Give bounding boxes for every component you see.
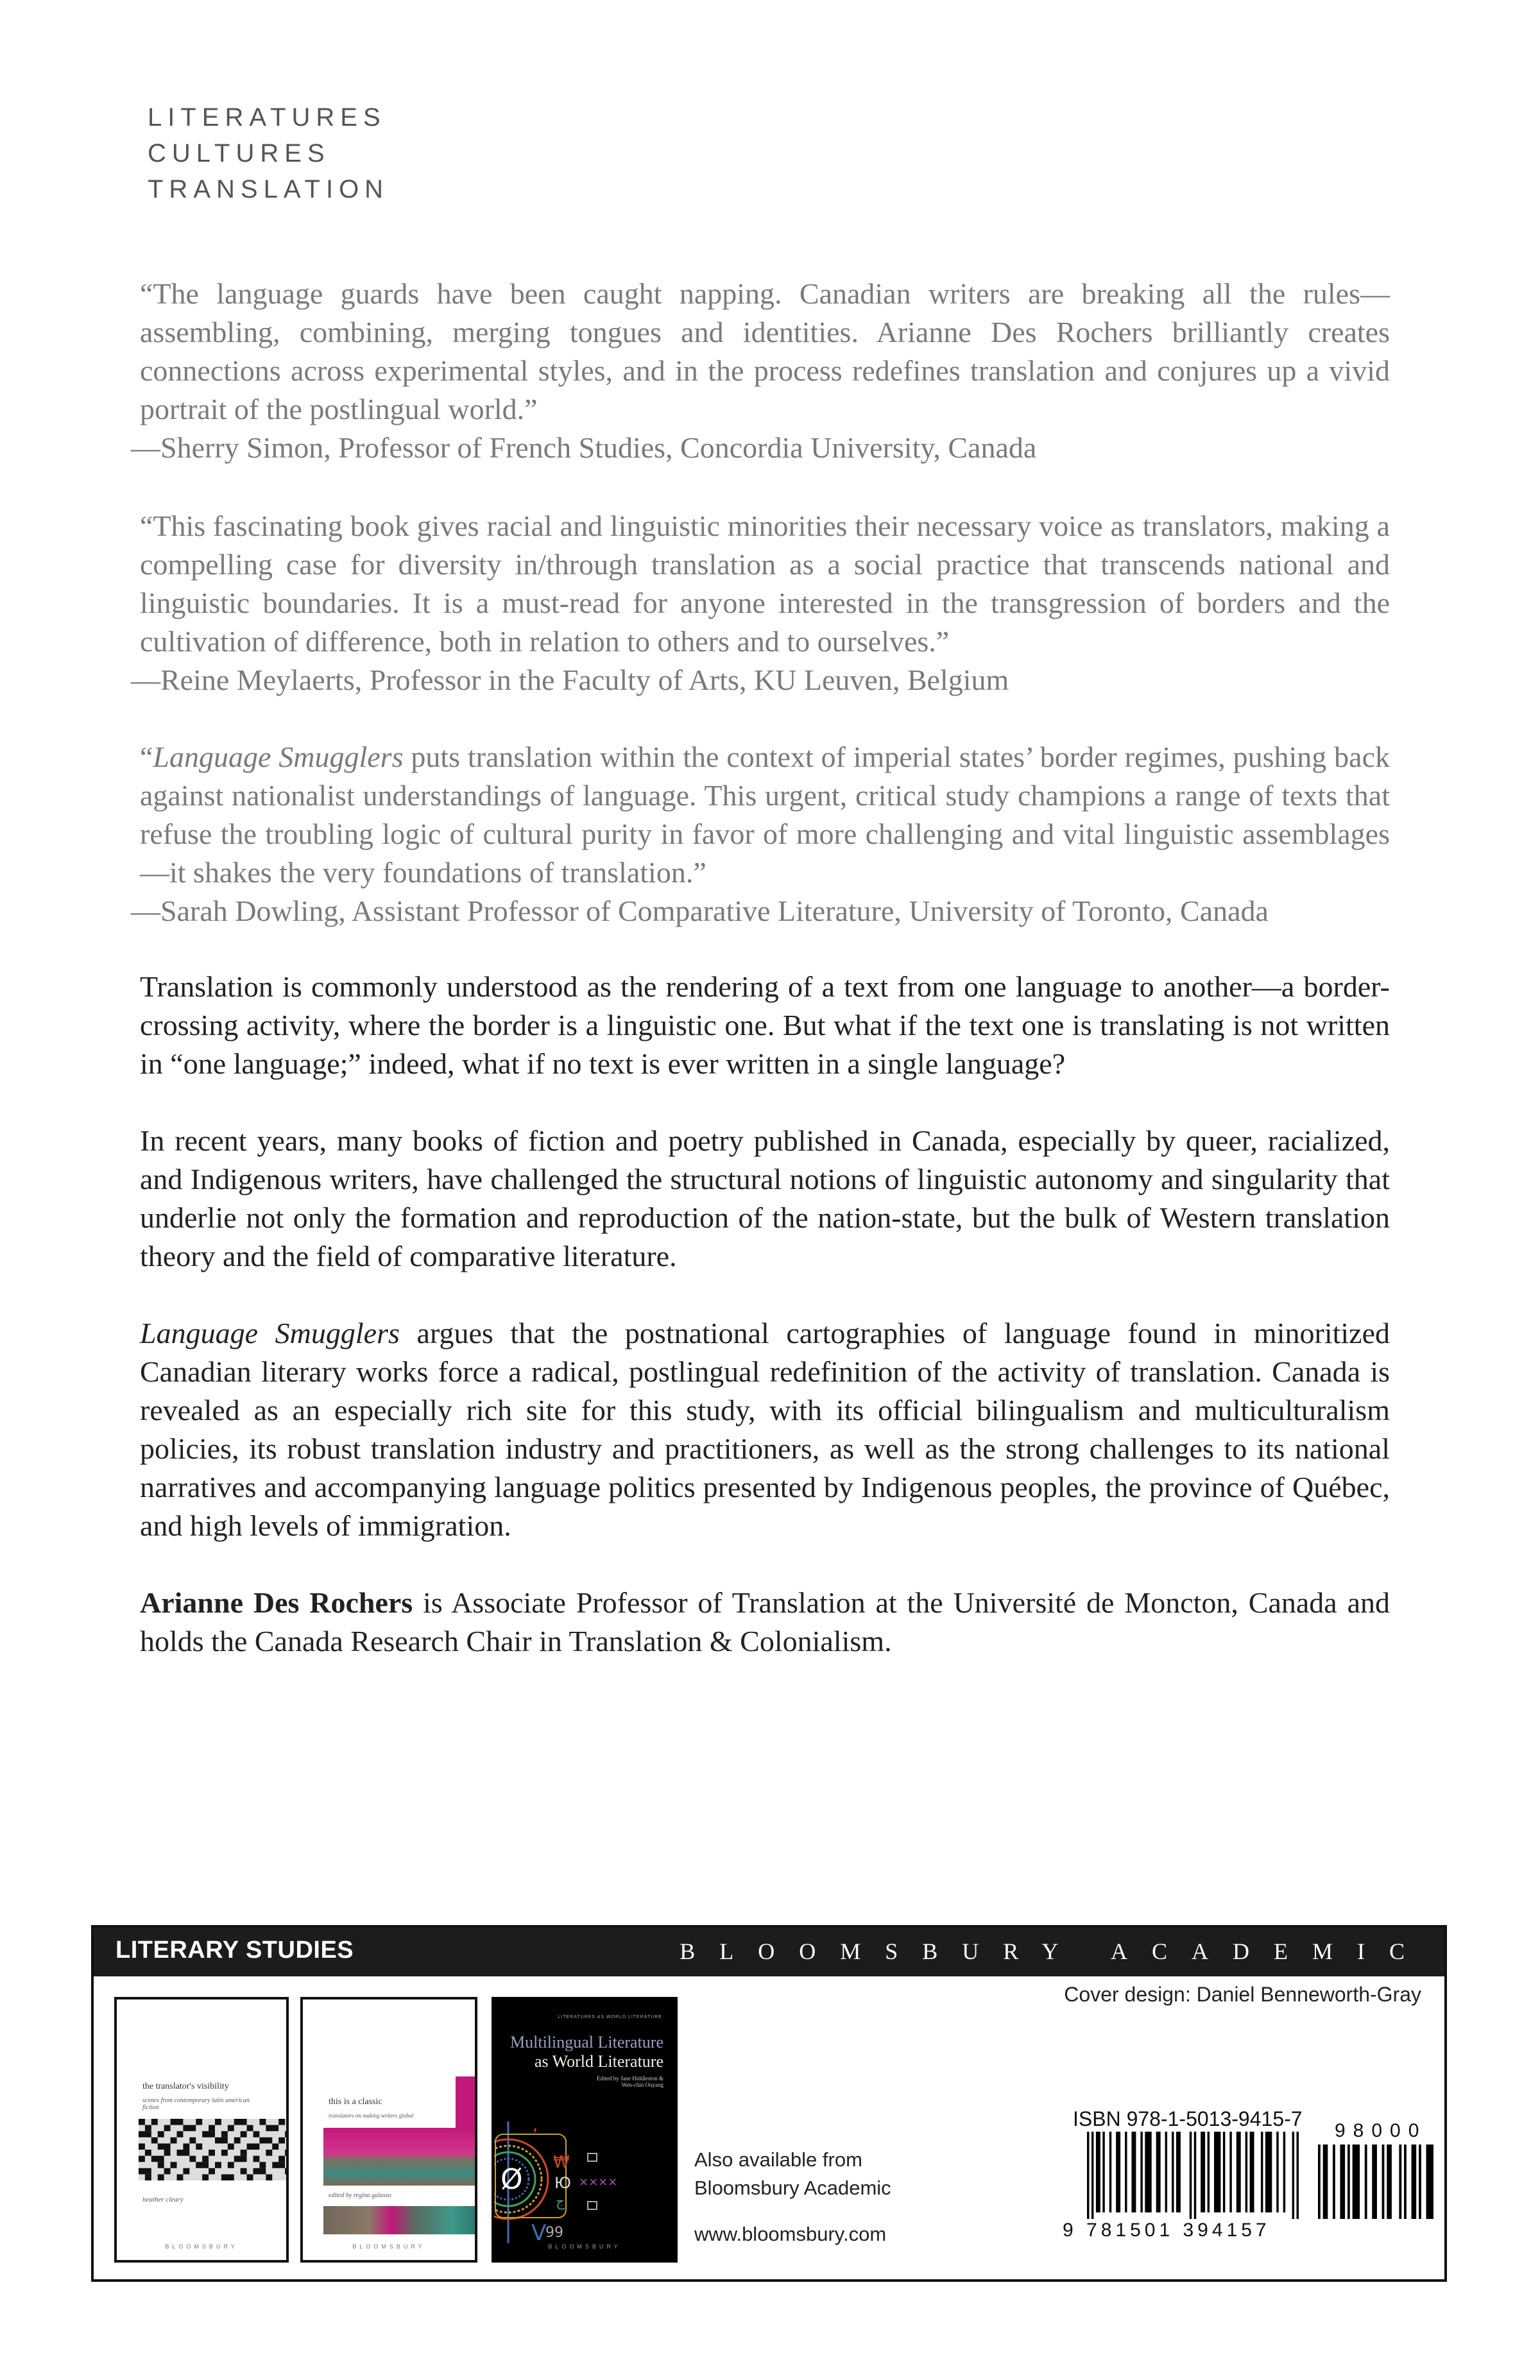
also-available-line2: Bloomsbury Academic xyxy=(694,2177,891,2199)
book-author: heather cleary xyxy=(142,2196,184,2204)
symbol-art xyxy=(494,2109,678,2250)
description-paragraph-1 xyxy=(140,968,1390,1083)
svg-text:99: 99 xyxy=(545,2225,563,2241)
svg-text:Ю: Ю xyxy=(554,2174,571,2192)
svg-text:Ø: Ø xyxy=(501,2163,523,2196)
book-title-italic: Language Smugglers xyxy=(140,1317,400,1349)
endorsement-quote: “This fascinating book gives racial and linguistic minorities their necessary voice as translators, making a compelling case for diversity in/through translation as a social practice that transcends national and linguistic boundaries. It is a must-read for anyone interested in the transgression of borders and the cultivation of difference, both in relation to others and to ourselves.” xyxy=(140,509,1390,658)
description-paragraph-3 xyxy=(140,1314,1390,1545)
svg-text:ج: ج xyxy=(556,2194,565,2210)
book-title: this is a classic xyxy=(329,2097,382,2107)
endorsement-attribution: —Sarah Dowling, Assistant Professor of Comparative Literature, University of Toronto, Canada xyxy=(131,895,1269,927)
book-series: LITERATURES AS WORLD LITERATURE xyxy=(558,2015,662,2019)
series-line-cultures: CULTURES xyxy=(148,139,330,167)
category-label: LITERARY STUDIES xyxy=(116,1937,354,1964)
quote-text: puts translation within the context of imperial states’ border regimes, pushing back against nationalist understandings of language. This urgent, critical study champions a range of texts that refuse the troubling logic of cultural purity in favor of more challenging and vital linguistic assemblages—it shakes the very foundations of translation.” xyxy=(140,741,1390,889)
description-text xyxy=(140,1314,1390,1545)
website-link[interactable]: www.bloomsbury.com xyxy=(694,2223,887,2245)
svg-text:₩: ₩ xyxy=(553,2153,570,2172)
author-bio xyxy=(140,1584,1390,1661)
barcode-addon xyxy=(1318,2145,1433,2219)
barcode-ean13 xyxy=(1087,2132,1299,2219)
endorsement-attribution: —Reine Meylaerts, Professor in the Faculty of Arts, KU Leuven, Belgium xyxy=(131,663,1009,696)
book-cover-this-is-a-classic[interactable] xyxy=(300,1997,477,2263)
book-cover-multilingual-literature[interactable] xyxy=(492,1997,678,2263)
book-subtitle: translators on making writers global xyxy=(329,2112,414,2119)
book-imprint: BLOOMSBURY xyxy=(165,2243,238,2250)
svg-text:,: , xyxy=(533,2116,538,2135)
cover-design-credit: Cover design: Daniel Benneworth-Gray xyxy=(1064,1983,1421,2006)
description-text: In recent years, many books of fiction and poetry published in Canada, especially by queer, racialized, and Indigenous writers, have challenged the structural notions of linguistic autonomy and singularity that underlie not only the formation and reproduction of the nation-state, but the bulk of Western translation theory and the field of comparative literature. xyxy=(140,1124,1390,1272)
svg-text:××××: ×××× xyxy=(579,2175,618,2189)
author-bio-rest: is Associate Professor of Translation at the Université de Moncton, Canada and holds the Canada Research Chair in Translation & Colonialism. xyxy=(140,1586,1390,1657)
also-available-block xyxy=(694,2146,891,2248)
book-title-italic: Language Smugglers xyxy=(153,741,404,773)
publisher-bar xyxy=(94,1928,1444,1976)
endorsement-attribution: —Sherry Simon, Professor of French Studies, Concordia University, Canada xyxy=(131,431,1037,464)
textile-art-band xyxy=(323,2128,475,2186)
book-subtitle: scenes from contemporary latin american fiction xyxy=(142,2097,250,2111)
endorsement-quote xyxy=(140,738,1390,892)
barcode-digits: 9 781501 394157 xyxy=(1063,2220,1270,2241)
book-title-line2: as World Literature xyxy=(534,2052,663,2071)
publisher-logo: BLOOMSBURY ACADEMIC xyxy=(680,1939,1429,1964)
publisher-footer-box xyxy=(91,1925,1447,2282)
author-bio-text xyxy=(140,1584,1390,1661)
book-author: edited by regina galasso xyxy=(329,2192,391,2199)
description-text: Translation is commonly understood as the rendering of a text from one language to another—a border-crossing activity, where the border is a linguistic one. But what if the text one is translating is not written in “one language;” indeed, what if no text is ever written in a single language? xyxy=(140,970,1390,1080)
endorsement-1 xyxy=(131,275,1390,467)
endorsement-quote: “The language guards have been caught napping. Canadian writers are breaking all the rules—assembling, combining, merging tongues and identities. Arianne Des Rochers brilliantly creates connections across experimental styles, and in the process redefines translation and conjures up a vivid portrait of the postlingual world.” xyxy=(140,277,1390,425)
svg-text:V: V xyxy=(531,2220,547,2246)
textile-art-bottom xyxy=(323,2206,475,2234)
author-name: Arianne Des Rochers xyxy=(140,1586,413,1619)
textile-art-top xyxy=(456,2076,475,2128)
series-title xyxy=(148,99,389,207)
pixel-pattern-art xyxy=(139,2119,289,2180)
endorsement-3 xyxy=(131,738,1390,930)
book-editors: Edited by Jane Hiddleston & Wen-chin Ouyang xyxy=(597,2075,663,2088)
description-rest: argues that the postnational cartographies of language found in minoritized Canadian literary works force a radical, postlingual redefinition of the activity of translation. Canada is revealed as an especially rich site for this study, with its official bilingualism and multiculturalism policies, its robust translation industry and practitioners, as well as the strong challenges to its national narratives and accompanying language politics presented by Indigenous peoples, the province of Québec, and high levels of immigration. xyxy=(140,1317,1390,1542)
also-available-line1: Also available from xyxy=(694,2148,862,2171)
description-paragraph-2 xyxy=(140,1122,1390,1276)
price-addon-code: 98000 xyxy=(1335,2120,1427,2141)
series-line-literatures: LITERATURES xyxy=(148,103,386,132)
endorsement-2 xyxy=(131,507,1390,699)
series-line-translation: TRANSLATION xyxy=(148,175,389,203)
quote-open-mark: “ xyxy=(140,741,153,773)
isbn-label: ISBN 978-1-5013-9415-7 xyxy=(1073,2107,1303,2130)
book-imprint: BLOOMSBURY xyxy=(352,2243,425,2250)
book-imprint: BLOOMSBURY xyxy=(548,2243,621,2250)
book-cover-translators-visibility[interactable] xyxy=(114,1997,289,2263)
book-title-line1: Multilingual Literature xyxy=(510,2033,663,2051)
book-title: the translator's visibility xyxy=(142,2082,229,2091)
